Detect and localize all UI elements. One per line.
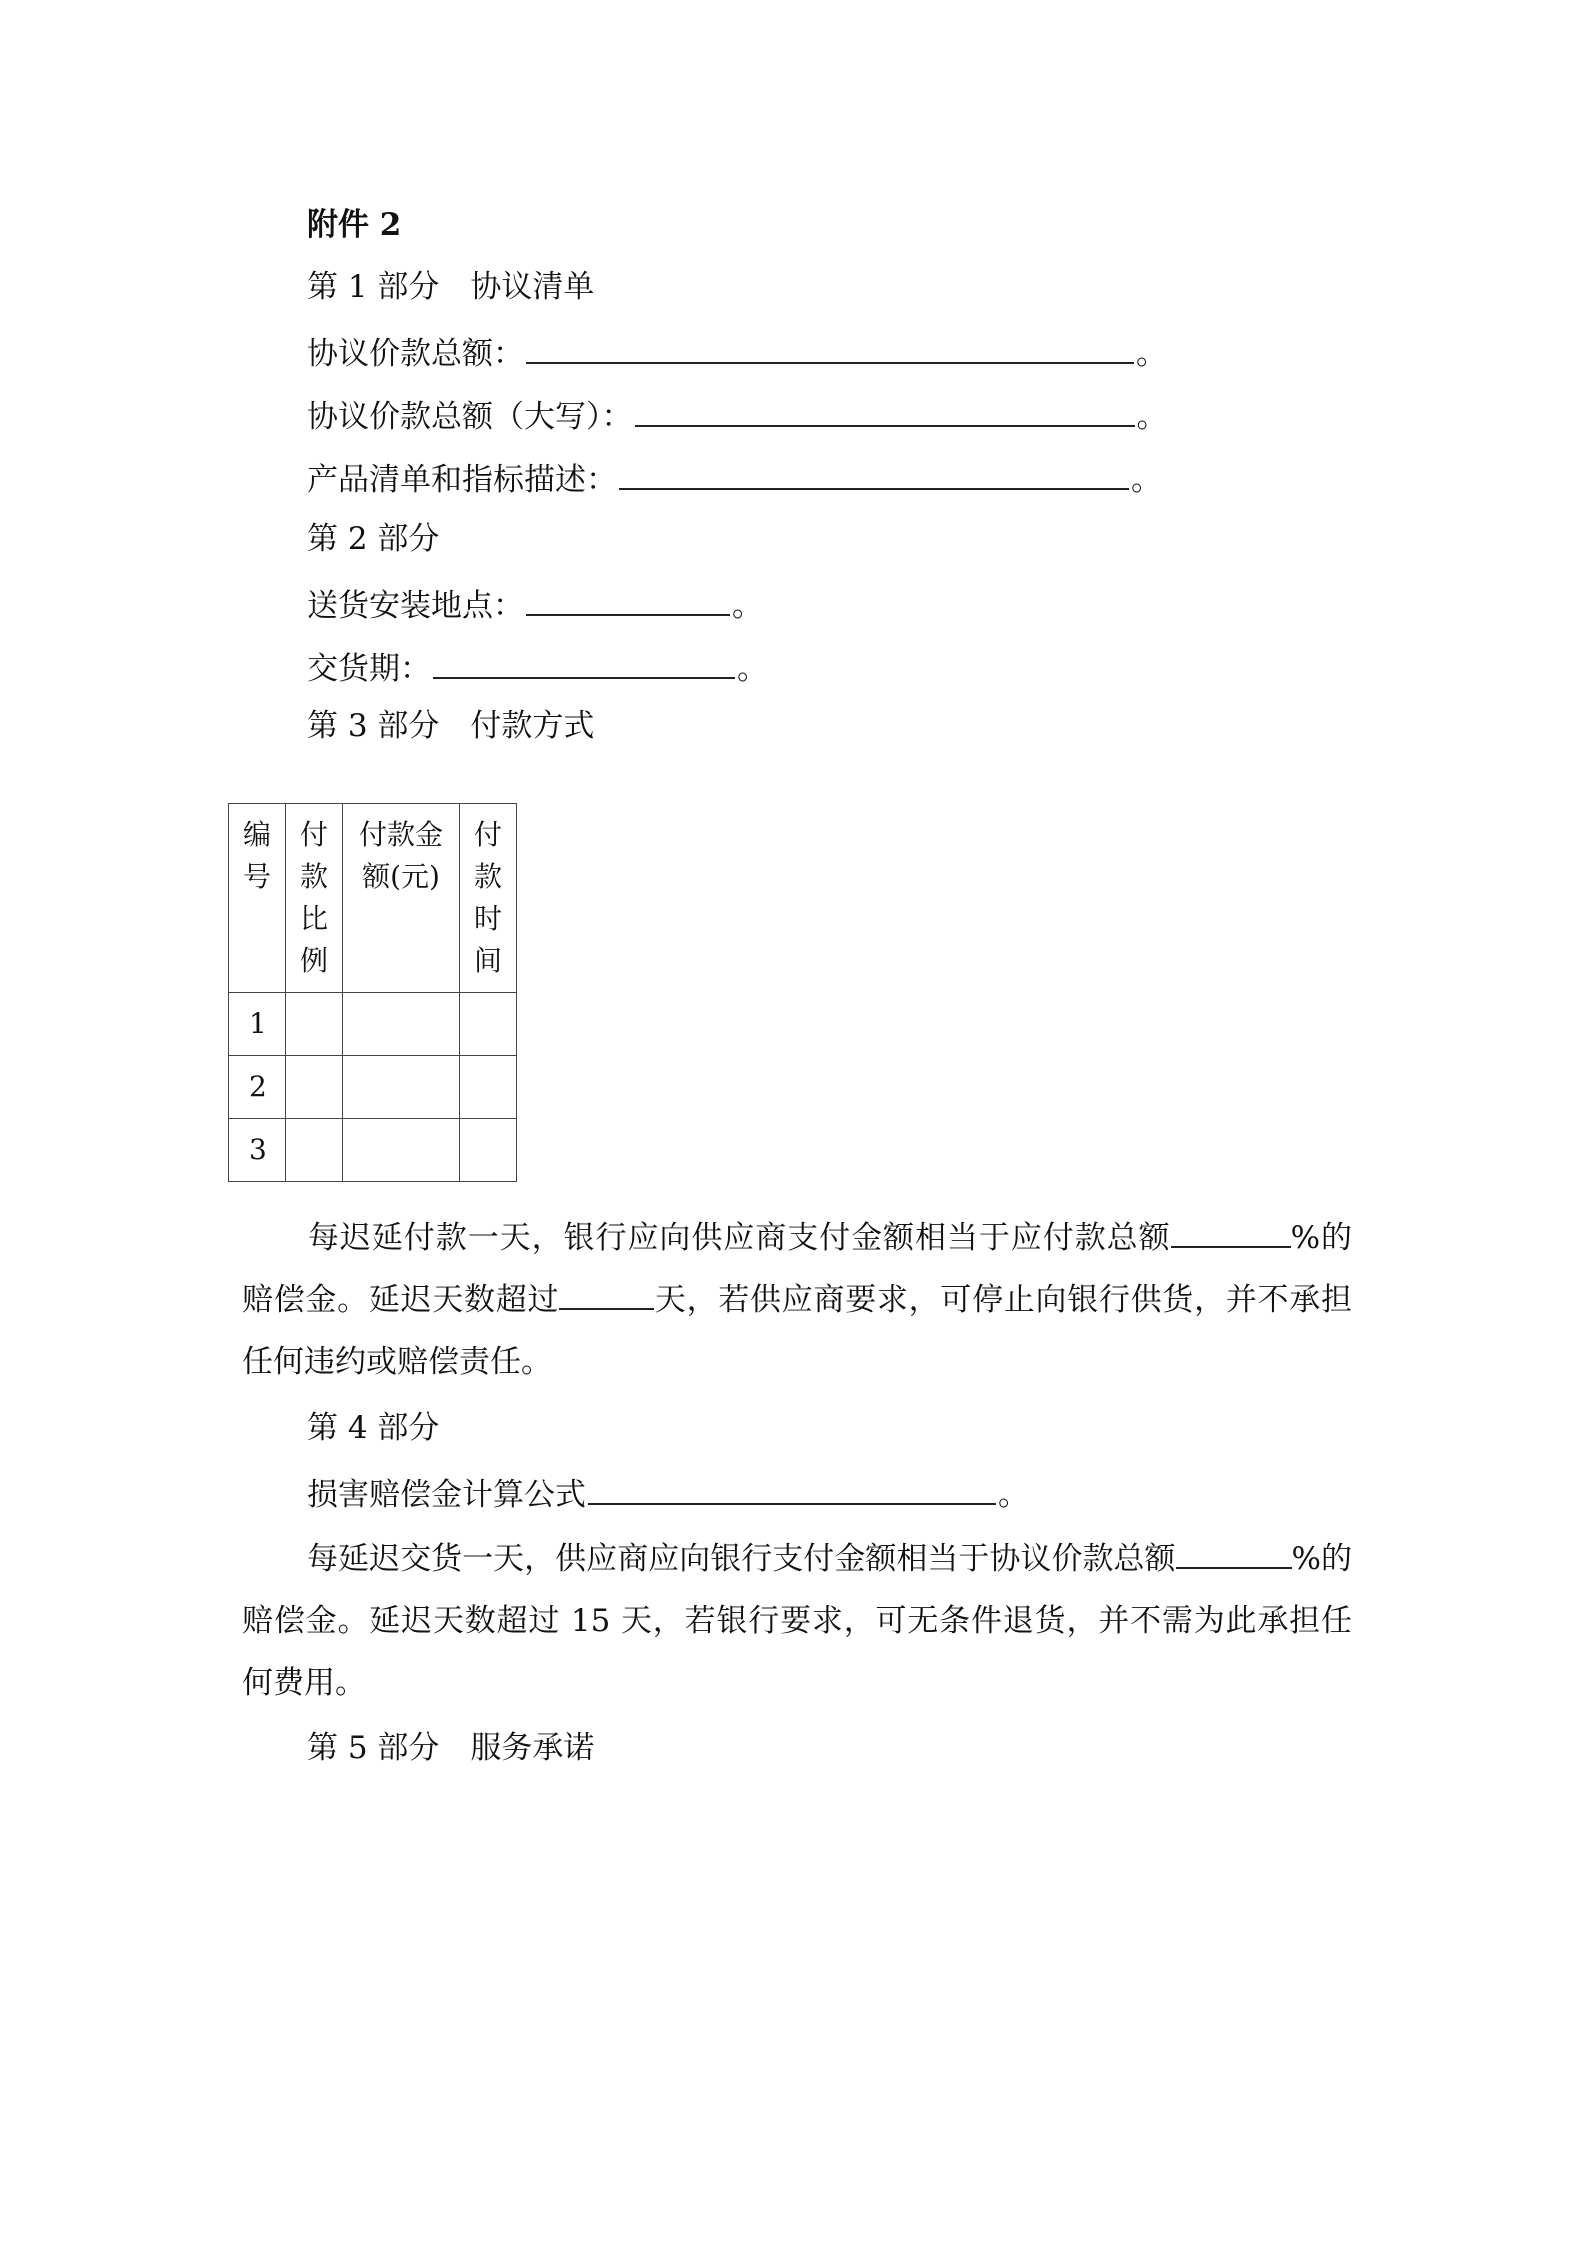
table-row xyxy=(229,1119,517,1182)
total-amount-upper-row xyxy=(307,393,1168,437)
damage-formula-field[interactable] xyxy=(588,1471,996,1505)
header-payment-time: 付款时间 xyxy=(460,804,517,993)
period-mark: 。 xyxy=(1136,336,1167,372)
damage-formula-label: 损害赔偿金计算公式 xyxy=(307,1477,586,1513)
late-payment-text-1: 每迟延付款一天，银行应向供应商支付金额相当于应付款总额 xyxy=(307,1220,1171,1256)
late-delivery-text-2: %的赔偿金。延迟天数超过 15 天，若银行要求，可无条件退货，并不需为此承担任何费用。 xyxy=(242,1541,1352,1701)
payment-time-cell[interactable] xyxy=(460,1119,517,1182)
total-amount-upper-field[interactable] xyxy=(635,393,1135,427)
header-number: 编号 xyxy=(229,804,286,993)
late-delivery-percent-field[interactable] xyxy=(1176,1537,1292,1569)
part4-title: 第 4 部分 xyxy=(307,1410,440,1446)
payment-amount-cell[interactable] xyxy=(343,1056,460,1119)
product-list-row xyxy=(307,456,1162,500)
late-payment-text-3: 天，若供应商要求，可停止向银行供货，并不承担任何违约或赔偿责任。 xyxy=(242,1282,1352,1380)
product-list-field[interactable] xyxy=(619,456,1129,490)
header-payment-ratio: 付款比例 xyxy=(286,804,343,993)
row-number: 1 xyxy=(229,993,286,1056)
damage-formula-row xyxy=(307,1471,1029,1515)
attachment-title: 附件 2 xyxy=(307,207,402,243)
period-mark: 。 xyxy=(732,588,763,624)
table-row xyxy=(229,1056,517,1119)
late-delivery-text-1: 每延迟交货一天，供应商应向银行支付金额相当于协议价款总额 xyxy=(307,1541,1176,1577)
delivery-location-label: 送货安装地点： xyxy=(307,588,524,624)
total-amount-upper-label: 协议价款总额（大写）： xyxy=(307,399,633,435)
payment-table xyxy=(228,803,517,1182)
part3-title: 第 3 部分 付款方式 xyxy=(307,708,595,744)
late-payment-percent-field[interactable] xyxy=(1171,1216,1291,1248)
delivery-period-row xyxy=(307,645,768,689)
payment-amount-cell[interactable] xyxy=(343,1119,460,1182)
delivery-location-row xyxy=(307,582,763,626)
total-amount-field[interactable] xyxy=(526,330,1134,364)
late-delivery-paragraph xyxy=(242,1528,1352,1714)
delivery-period-label: 交货期： xyxy=(307,651,431,687)
late-payment-days-field[interactable] xyxy=(559,1278,654,1310)
part1-title: 第 1 部分 协议清单 xyxy=(307,269,595,305)
period-mark: 。 xyxy=(998,1477,1029,1513)
payment-amount-cell[interactable] xyxy=(343,993,460,1056)
header-payment-amount: 付款金额(元) xyxy=(343,804,460,993)
payment-ratio-cell[interactable] xyxy=(286,1056,343,1119)
product-list-label: 产品清单和指标描述： xyxy=(307,462,617,498)
row-number: 2 xyxy=(229,1056,286,1119)
total-amount-row xyxy=(307,330,1167,374)
total-amount-label: 协议价款总额： xyxy=(307,336,524,372)
part5-title: 第 5 部分 服务承诺 xyxy=(307,1730,595,1766)
payment-ratio-cell[interactable] xyxy=(286,993,343,1056)
payment-table-header xyxy=(229,804,517,993)
period-mark: 。 xyxy=(1131,462,1162,498)
delivery-location-field[interactable] xyxy=(526,582,730,616)
table-row xyxy=(229,993,517,1056)
late-payment-text-2: %的赔偿金。延迟天数超过 xyxy=(242,1220,1352,1318)
part2-title: 第 2 部分 xyxy=(307,521,440,557)
late-payment-paragraph xyxy=(242,1207,1352,1393)
row-number: 3 xyxy=(229,1119,286,1182)
payment-time-cell[interactable] xyxy=(460,1056,517,1119)
period-mark: 。 xyxy=(737,651,768,687)
period-mark: 。 xyxy=(1136,399,1168,435)
delivery-period-field[interactable] xyxy=(433,645,735,679)
payment-ratio-cell[interactable] xyxy=(286,1119,343,1182)
payment-time-cell[interactable] xyxy=(460,993,517,1056)
